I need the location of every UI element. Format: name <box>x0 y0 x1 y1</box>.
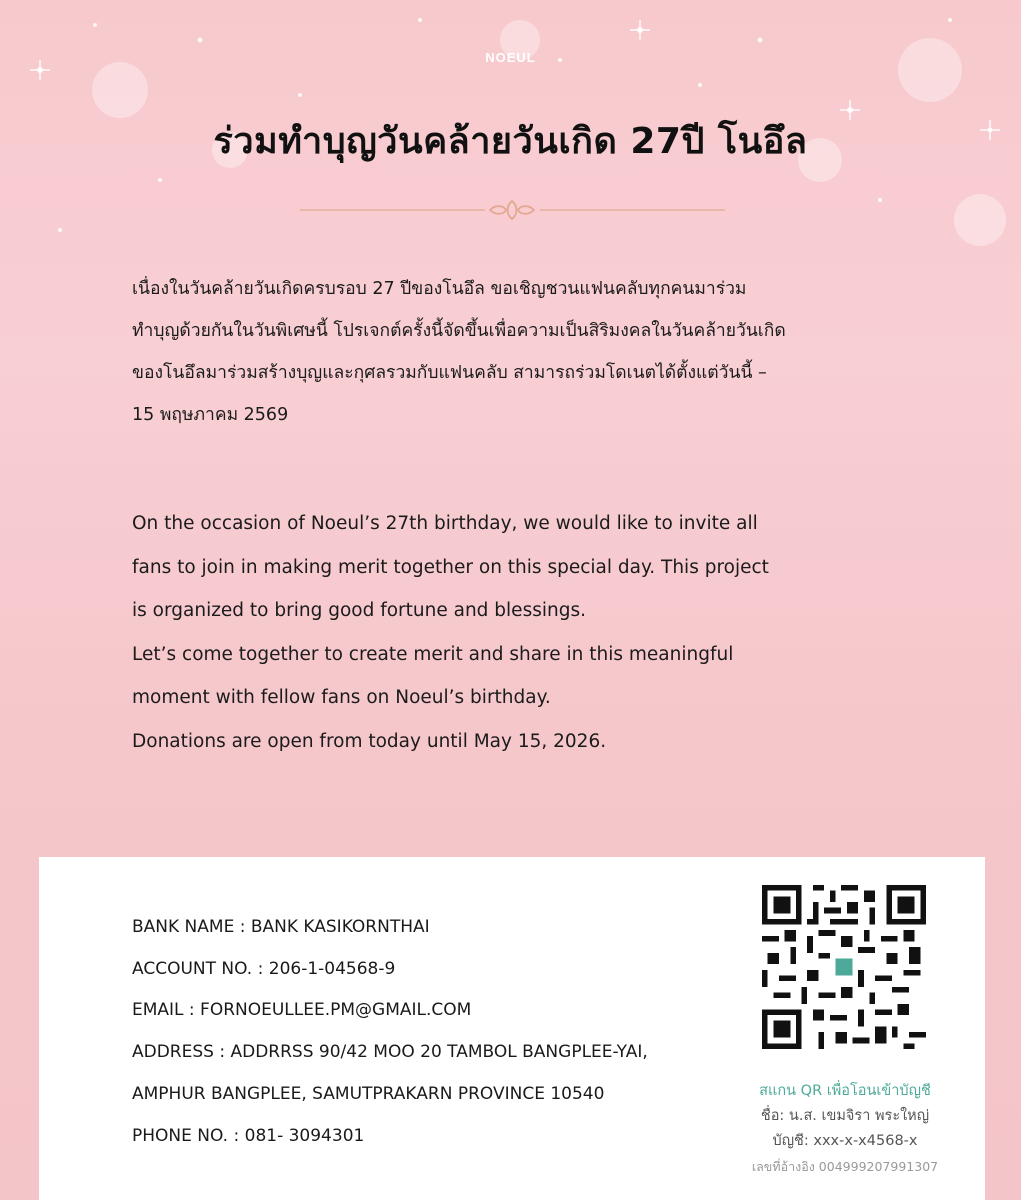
phone-number: PHONE NO. : 081- 3094301 <box>132 1125 365 1146</box>
address-line-1: ADDRESS : ADDRRSS 90/42 MOO 20 TAMBOL BANGPLEE-YAI, <box>132 1042 648 1063</box>
address-line-2: AMPHUR BANGPLEE, SAMUTPRAKARN PROVINCE 10540 <box>132 1083 605 1104</box>
english-line: moment with fellow fans on Noeul’s birthday. <box>132 687 551 708</box>
qr-caption <box>722 1079 968 1179</box>
page-title: ร่วมทำบุญวันคล้ายวันเกิด 27ปี โนอึล <box>213 121 808 162</box>
reference-number: เลขที่อ้างอิง 004999207991307 <box>751 1159 939 1174</box>
account-holder-name: ชื่อ: น.ส. เขมจิรา พระใหญ่ <box>760 1108 930 1124</box>
qr-scan-label: สแกน QR เพื่อโอนเข้าบัญชี <box>759 1083 931 1099</box>
ornament-divider <box>300 198 725 222</box>
english-line: is organized to bring good fortune and blessings. <box>132 600 586 621</box>
bank-details <box>132 907 732 1157</box>
english-line: Donations are open from today until May 15, 2026. <box>132 730 607 752</box>
english-paragraph <box>132 502 892 763</box>
qr-code-icon[interactable] <box>762 885 926 1049</box>
thai-paragraph <box>132 268 892 436</box>
account-number: ACCOUNT NO. : 206-1-04568-9 <box>132 958 396 979</box>
thai-line: 15 พฤษภาคม 2569 <box>132 405 289 425</box>
masked-account: บัญชี: xxx-x-x4568-x <box>772 1133 918 1149</box>
bank-name: BANK NAME : BANK KASIKORNTHAI <box>132 917 430 937</box>
english-line: On the occasion of Noeul’s 27th birthday, we would like to invite all <box>132 513 758 534</box>
thai-line: ทำบุญด้วยกันในวันพิเศษนี้ โปรเจกต์ครั้งนี้จัดขึ้นเพื่อความเป็นสิริมงคลในวันคล้ายวันเกิด <box>132 321 786 341</box>
thai-line: เนื่องในวันคล้ายวันเกิดครบรอบ 27 ปีของโนอึล ขอเชิญชวนแฟนคลับทุกคนมาร่วม <box>132 279 747 299</box>
english-line: Let’s come together to create merit and share in this meaningful <box>132 643 734 665</box>
email: EMAIL : FORNOEULLEE.PM@GMAIL.COM <box>132 1000 472 1021</box>
donation-info-card <box>39 857 985 1200</box>
brand-logo: NOEUL <box>485 50 536 65</box>
english-line: fans to join in making merit together on this special day. This project <box>132 556 769 578</box>
thai-line: ของโนอึลมาร่วมสร้างบุญและกุศลรวมกับแฟนคลับ สามารถร่วมโดเนตได้ตั้งแต่วันนี้ – <box>132 363 767 383</box>
